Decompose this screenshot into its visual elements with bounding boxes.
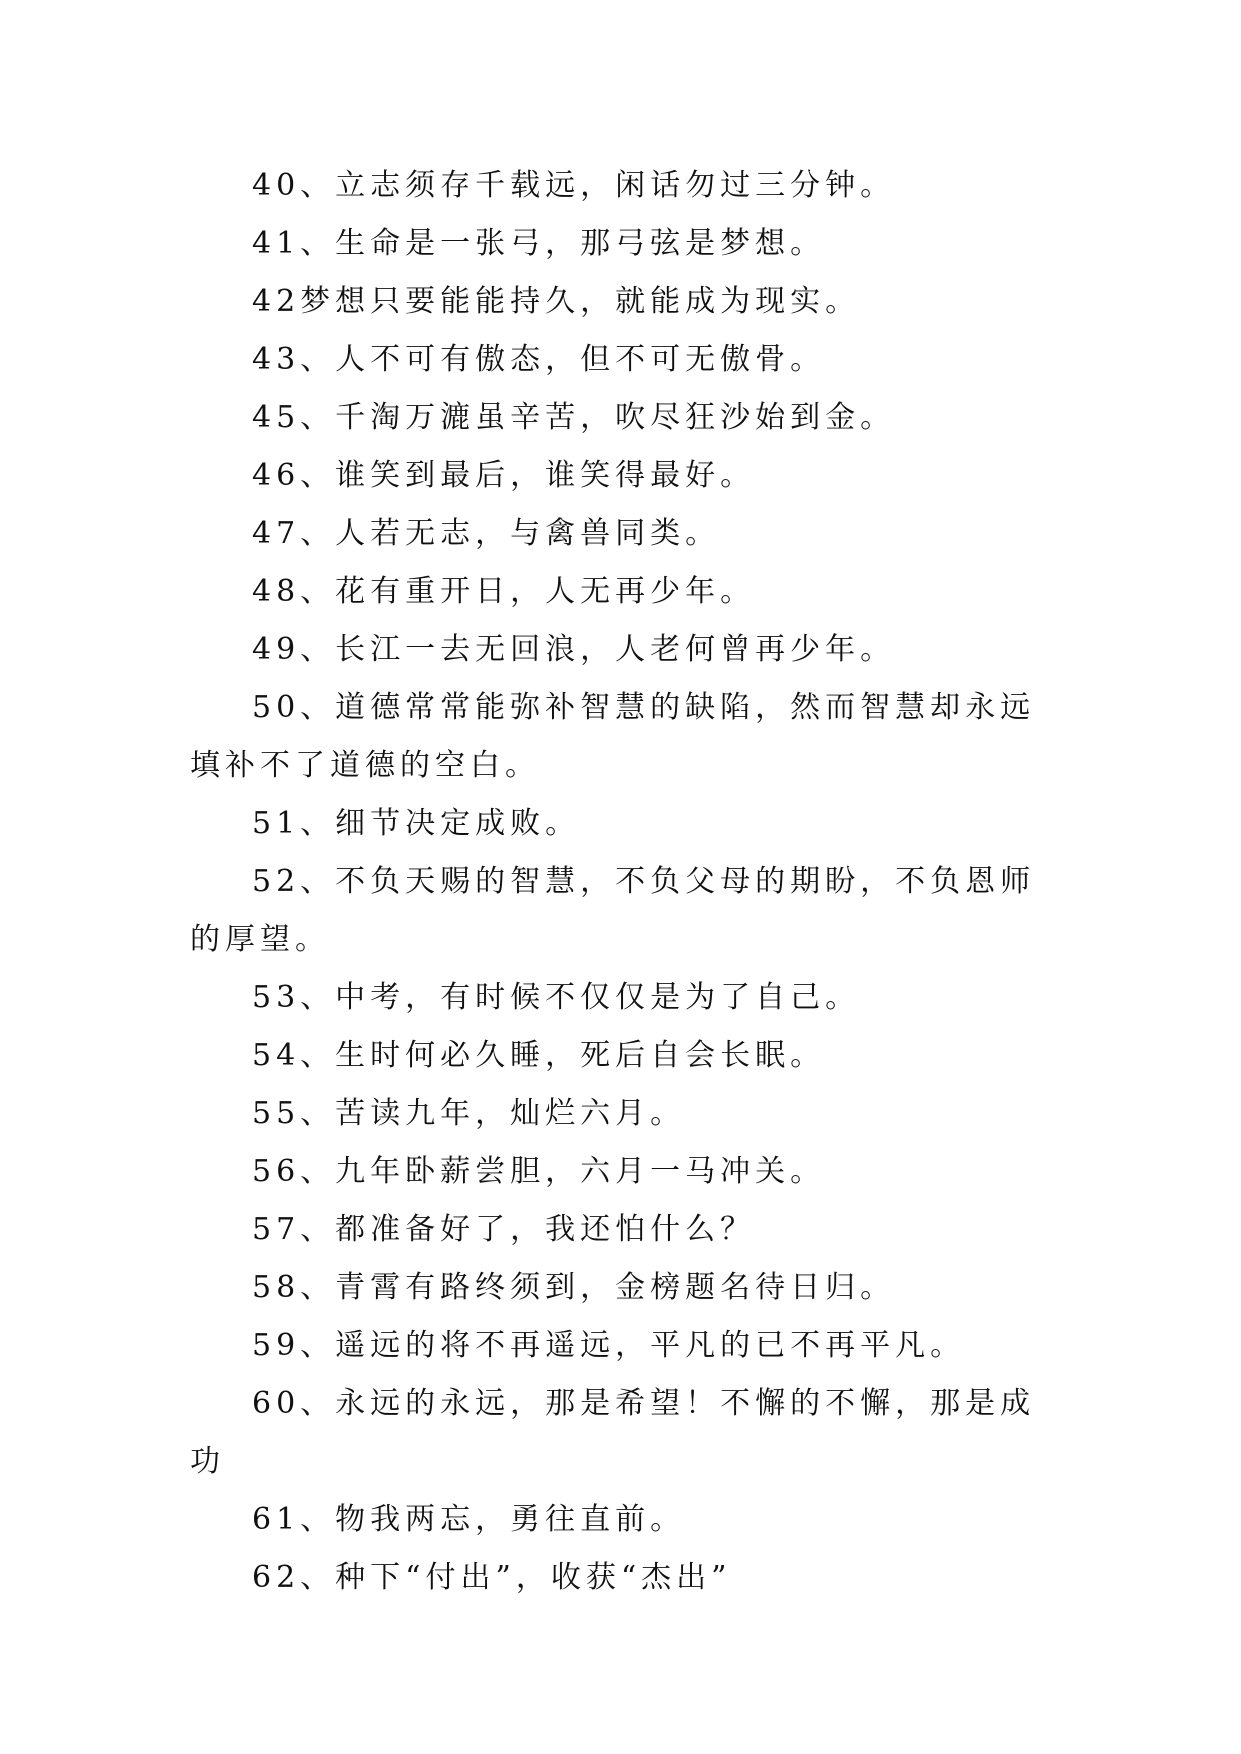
quote-line-52: 52、不负天赐的智慧，不负父母的期盼，不负恩师的厚望。 [190, 864, 1036, 957]
quote-line-50: 50、道德常常能弥补智慧的缺陷，然而智慧却永远填补不了道德的空白。 [190, 690, 1036, 783]
quote-line-42: 42梦想只要能能持久，就能成为现实。 [252, 284, 861, 319]
quote-line-53: 53、中考，有时候不仅仅是为了自己。 [252, 980, 861, 1015]
quote-line-57: 57、都准备好了，我还怕什么？ [252, 1212, 756, 1247]
quote-line-49: 49、长江一去无回浪，人老何曾再少年。 [252, 632, 896, 667]
quote-line-47: 47、人若无志，与禽兽同类。 [252, 516, 721, 551]
quote-line-46: 46、谁笑到最后，谁笑得最好。 [252, 458, 756, 493]
quote-line-48: 48、花有重开日，人无再少年。 [252, 574, 756, 609]
quote-line-60: 60、永远的永远，那是希望！不懈的不懈，那是成功 [190, 1386, 1036, 1479]
quote-line-59: 59、遥远的将不再遥远，平凡的已不再平凡。 [252, 1328, 966, 1363]
quote-line-56: 56、九年卧薪尝胆，六月一马冲关。 [252, 1154, 826, 1189]
quote-line-62: 62、种下“付出”，收获“杰出” [252, 1560, 732, 1595]
document-body [190, 157, 1050, 1607]
quote-line-45: 45、千淘万漉虽辛苦，吹尽狂沙始到金。 [252, 400, 896, 435]
quote-line-51: 51、细节决定成败。 [252, 806, 581, 841]
quote-line-54: 54、生时何必久睡，死后自会长眠。 [252, 1038, 826, 1073]
quote-line-40: 40、立志须存千载远，闲话勿过三分钟。 [252, 168, 896, 203]
quote-line-55: 55、苦读九年，灿烂六月。 [252, 1096, 686, 1131]
quote-line-43: 43、人不可有傲态，但不可无傲骨。 [252, 342, 826, 377]
quote-line-61: 61、物我两忘，勇往直前。 [252, 1502, 686, 1537]
quote-line-41: 41、生命是一张弓，那弓弦是梦想。 [252, 226, 826, 261]
quote-line-58: 58、青霄有路终须到，金榜题名待日归。 [252, 1270, 896, 1305]
